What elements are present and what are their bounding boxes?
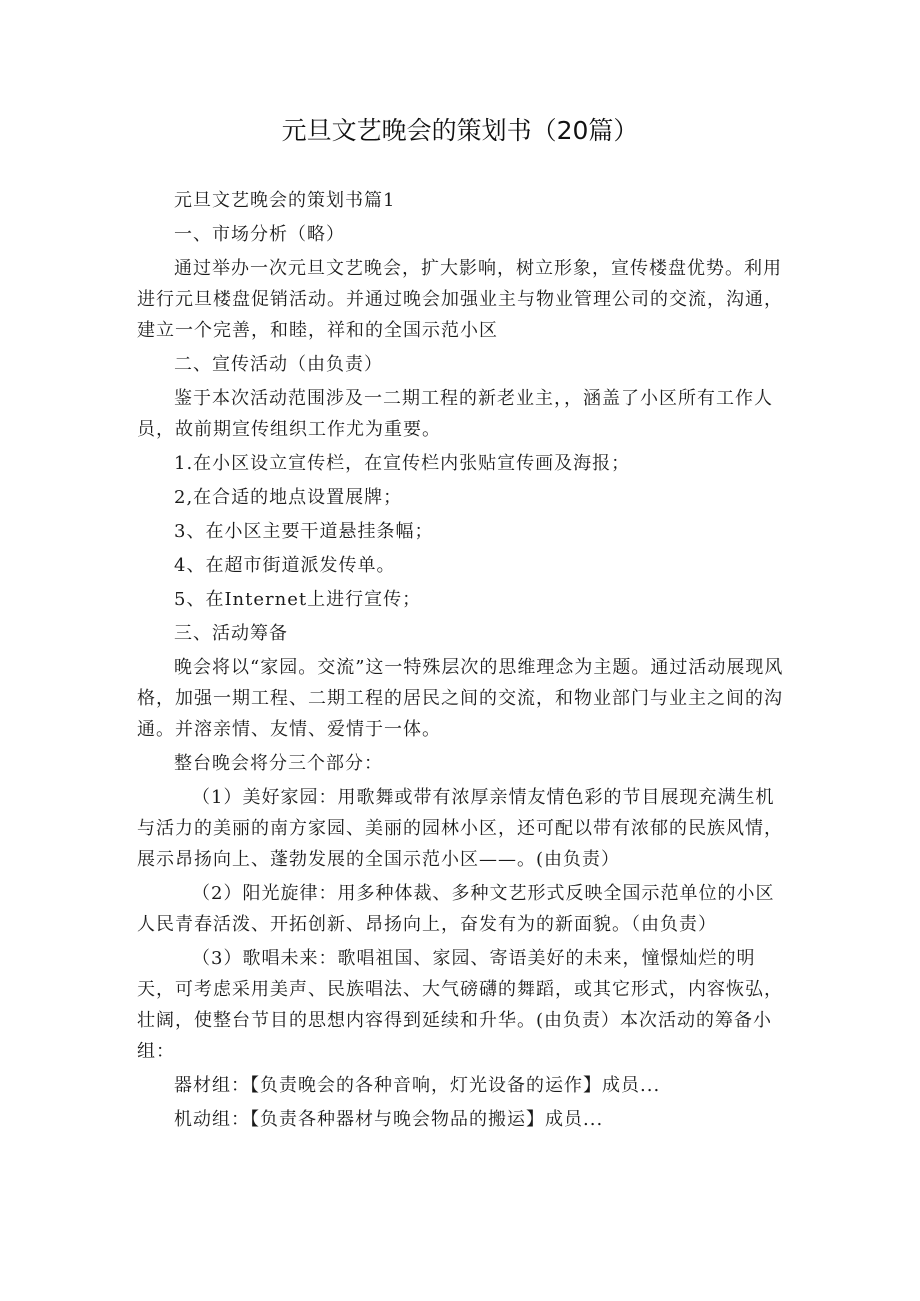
paragraph: 器材组：【负责晚会的各种音响，灯光设备的运作】成员...	[174, 1075, 661, 1096]
paragraph: （1）美好家园：用歌舞或带有浓厚亲情友情色彩的节目展现充满生机与活力的美丽的南方家园、美丽的园林小区，还可配以带有浓郁的民族风情，展示昂扬向上、蓬勃发展的全国示范小区——。(由负责）	[137, 787, 783, 870]
paragraph: 5、在Internet上进行宣传；	[174, 589, 422, 610]
document-title: 元旦文艺晚会的策划书（20篇）	[281, 116, 639, 145]
paragraph: 2,在合适的地点设置展牌；	[174, 487, 403, 508]
paragraph: 整台晚会将分三个部分：	[174, 753, 383, 774]
paragraph: （3）歌唱未来：歌唱祖国、家园、寄语美好的未来，憧憬灿烂的明天，可考虑采用美声、民族唱法、大气磅礴的舞蹈，或其它形式，内容恢弘，壮阔，使整台节目的思想内容得到延续和升华。(由负责）本次活动的筹备小组：	[137, 948, 783, 1062]
paragraph: 元旦文艺晚会的策划书篇1	[174, 190, 396, 211]
paragraph: （2）阳光旋律：用多种体裁、多种文艺形式反映全国示范单位的小区人民青春活泼、开拓创新、昂扬向上，奋发有为的新面貌。（由负责）	[137, 883, 775, 935]
paragraph: 通过举办一次元旦文艺晚会，扩大影响，树立形象，宣传楼盘优势。利用进行元旦楼盘促销活动。并通过晚会加强业主与物业管理公司的交流，沟通，建立一个完善，和睦，祥和的全国示范小区	[137, 258, 783, 341]
paragraph: 三、活动筹备	[174, 623, 288, 644]
paragraph: 3、在小区主要干道悬挂条幅；	[174, 521, 434, 542]
paragraph: 机动组：【负责各种器材与晚会物品的搬运】成员...	[174, 1109, 604, 1130]
paragraph: 晚会将以“家园。交流”这一特殊层次的思维理念为主题。通过活动展现风格，加强一期工程、二期工程的居民之间的交流，和物业部门与业主之间的沟通。并溶亲情、友情、爱情于一体。	[137, 657, 784, 740]
paragraph: 1.在小区设立宣传栏，在宣传栏内张贴宣传画及海报；	[174, 453, 631, 474]
paragraph: 二、宣传活动（由负责）	[174, 354, 383, 375]
paragraph: 一、市场分析（略）	[174, 224, 345, 245]
paragraph: 4、在超市街道派发传单。	[174, 555, 396, 576]
paragraph: 鉴于本次活动范围涉及一二期工程的新老业主，，涵盖了小区所有工作人员，故前期宣传组织工作尤为重要。	[137, 388, 773, 440]
document-body	[137, 185, 792, 1138]
